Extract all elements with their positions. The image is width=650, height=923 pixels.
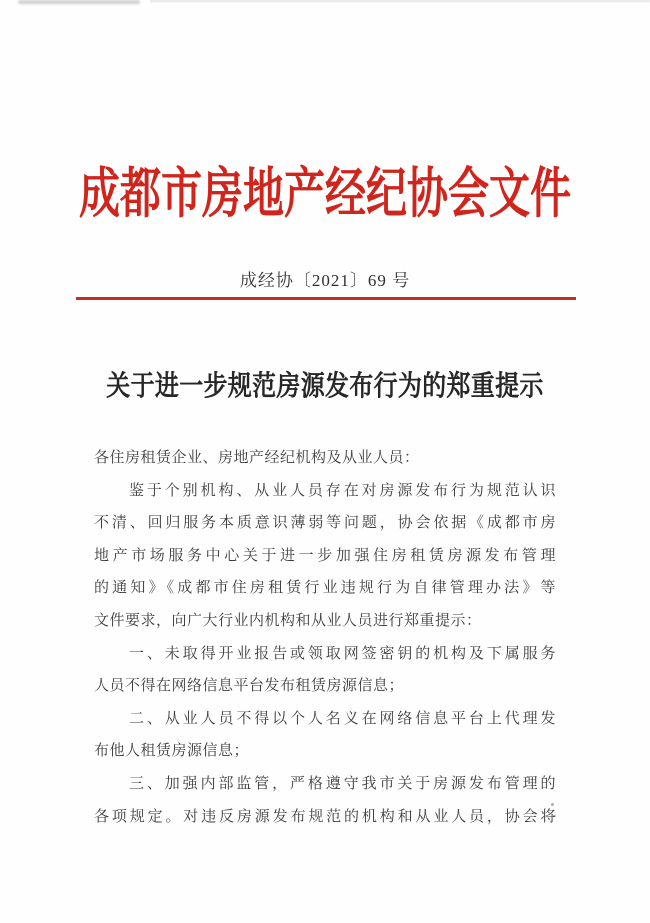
body-line: 一、未取得开业报告或领取网签密钥的机构及下属服务 xyxy=(129,645,556,662)
body-line: 三、加强内部监管，严格遵守我市关于房源发布管理的 xyxy=(129,775,556,792)
document-title-row xyxy=(0,371,650,403)
body-line: 不清、回归服务本质意识薄弱等问题，协会依据《成都市房 xyxy=(94,515,556,532)
red-divider-rule xyxy=(76,297,576,300)
body-line: 鉴于个别机构、从业人员存在对房源发布行为规范认识 xyxy=(129,482,556,499)
document-title: 关于进一步规范房源发布行为的郑重提示 xyxy=(106,372,544,403)
document-number: 成经协〔2021〕69 号 xyxy=(239,271,411,290)
body-line: 的通知》《成都市住房租赁行业违规行为自律管理办法》等 xyxy=(94,580,556,597)
body-line: 二、从业人员不得以个人名义在网络信息平台上代理发 xyxy=(129,710,556,727)
masthead xyxy=(0,163,650,225)
masthead-title: 成都市房地产经纪协会文件 xyxy=(79,163,571,225)
body-line: 各住房租赁企业、房地产经纪机构及从业人员： xyxy=(94,450,420,466)
body-line: 布他人租赁房源信息； xyxy=(94,743,250,760)
scan-artifact xyxy=(150,0,650,2)
body-line: 地产市场服务中心关于进一步加强住房租赁房源发布管理 xyxy=(94,547,556,564)
body-text xyxy=(94,442,556,833)
scan-artifact xyxy=(18,0,140,4)
body-line: 各项规定。对违反房源发布规范的机构和从业人员，协会将 xyxy=(94,808,556,825)
body-line: 人员不得在网络信息平台发布租赁房源信息； xyxy=(94,678,405,695)
body-line: 文件要求，向广大行业内机构和从业人员进行郑重提示： xyxy=(94,612,482,629)
